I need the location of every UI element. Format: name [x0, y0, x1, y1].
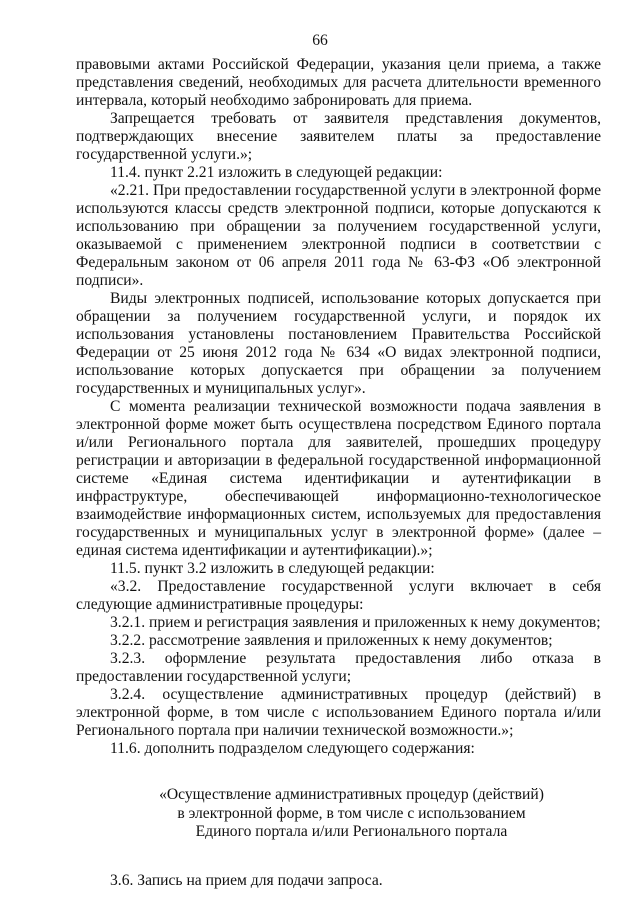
paragraph-prohibition: Запрещается требовать от заявителя представления документов, подтверждающих внесение заявителем платы за предоставление государственной услуги.»;	[76, 110, 601, 163]
paragraph-3-2-4: 3.2.4. осуществление административных процедур (действий) в электронной форме, в том числе с использованием Единого портала и/или Регионального портала при наличии технической возможности.»;	[76, 686, 601, 739]
paragraph-amendment-11-4: 11.4. пункт 2.21 изложить в следующей редакции:	[110, 164, 443, 181]
paragraph-amendment-11-5: 11.5. пункт 3.2 изложить в следующей редакции:	[110, 560, 435, 577]
section-heading-line-2: в электронной форме, в том числе с использованием	[177, 804, 526, 822]
paragraph-3-2-3: 3.2.3. оформление результата предоставления либо отказа в предоставлении государственной услуги;	[76, 650, 601, 685]
document-body	[76, 56, 601, 890]
paragraph-3-2-1: 3.2.1. прием и регистрация заявления и приложенных к нему документов;	[110, 614, 601, 631]
section-heading-line-3: Единого портала и/или Регионального портала	[195, 823, 508, 840]
paragraph-2-21: «2.21. При предоставлении государственной услуги в электронной форме используются классы средств электронной подписи, которые допускаются к использованию при обращении за получением государственной услуги, оказываемой с применением электронной подписи в соответствии с Федеральным законом от 06 апреля 2011 года № 63-ФЗ «Об электронной подписи».	[76, 182, 601, 289]
spacer	[76, 758, 601, 786]
section-heading-line-1: «Осуществление административных процедур (действий)	[159, 786, 544, 803]
paragraph-3-6: 3.6. Запись на прием для подачи запроса.	[110, 871, 383, 889]
page-number: 66	[312, 32, 328, 49]
paragraph-electronic-submission: С момента реализации технической возможности подача заявления в электронной форме может быть осуществлена посредством Единого портала и/или Регионального портала для заявителей, прошедших процедуру регистрации и авторизации в федеральной государственной информационной системе «Единая система идентификации и аутентификации в инфраструктуре, обеспечивающей информационно-технологическое взаимодействие информационных систем, используемых для предоставления государственных и муниципальных услуг в электронной форме» (далее – единая система идентификации и аутентификации).»;	[76, 398, 601, 559]
paragraph-continuation: правовыми актами Российской Федерации, указания цели приема, а также представления сведений, необходимых для расчета длительности временного интервала, который необходимо забронировать для приема.	[76, 56, 601, 109]
paragraph-3-2-2: 3.2.2. рассмотрение заявления и приложенных к нему документов;	[110, 632, 553, 649]
spacer	[76, 842, 601, 872]
paragraph-amendment-11-6: 11.6. дополнить подразделом следующего содержания:	[110, 740, 475, 757]
paragraph-signature-types: Виды электронных подписей, использование которых допускается при обращении за получением государственной услуги, и порядок их использования установлены постановлением Правительства Российской Федерации от 25 июня 2012 года № 634 «О видах электронной подписи, использование которых допускается при обращении за получением государственных и муниципальных услуг».	[76, 290, 601, 397]
paragraph-3-2: «3.2. Предоставление государственной услуги включает в себя следующие административные процедуры:	[76, 578, 601, 613]
